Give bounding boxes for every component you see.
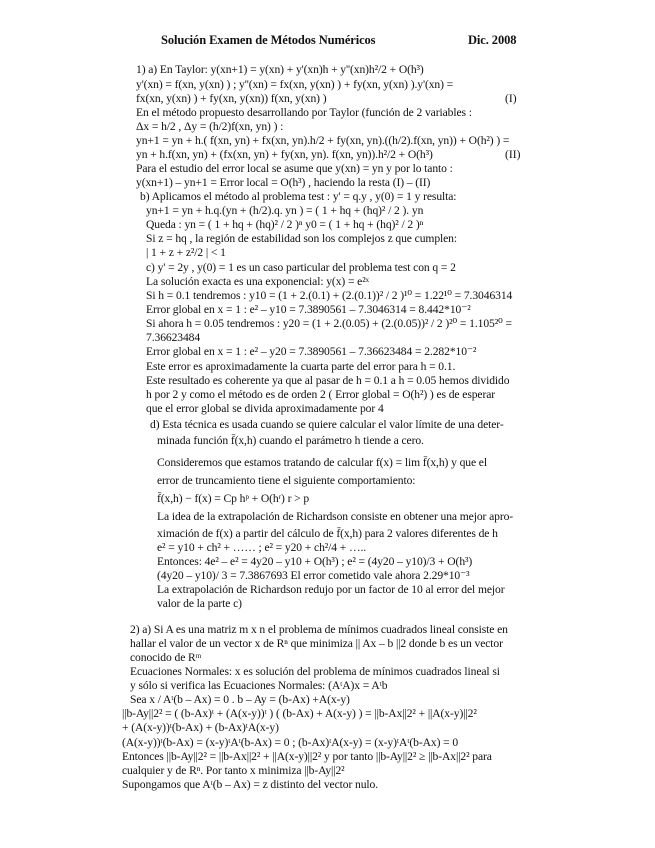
line-47: Entonces ||b-Ay||2² = ||b-Ax||2² + ||A(x-y)||2² y por tanto ||b-Ay||2² ≥ ||b-Ax||2² para xyxy=(122,750,492,763)
equation-label-ii: (II) xyxy=(505,148,521,161)
line-20: 7.36623484 xyxy=(146,331,201,344)
line-3: fx(xn, y(xn) ) + fy(xn, y(xn)) f(xn, y(xn) ) xyxy=(136,92,327,105)
line-39: hallar el valor de un vector x de Rⁿ que minimiza || Ax – b ||2 donde b es un vector xyxy=(130,637,503,650)
line-33: e² = y10 + ch² + …… ; e² = y20 + ch²/4 + ….. xyxy=(157,541,367,554)
line-2: y'(xn) = f(xn, y(xn) ) ; y''(xn) = fx(xn, y(xn) ) + fy(xn, y(xn) ).y'(xn) = xyxy=(136,78,454,91)
line-26: d) Esta técnica es usada cuando se quiere calcular el valor límite de una deter- xyxy=(150,418,504,431)
line-8: Para el estudio del error local se asume que y(xn) = yn y por lo tanto : xyxy=(136,162,453,175)
equation-label-i: (I) xyxy=(505,92,517,105)
line-9: y(xn+1) – yn+1 = Error local = O(h³) , haciendo la resta (I) – (II) xyxy=(136,176,431,189)
line-38: 2) a) Si A es una matriz m x n el problema de mínimos cuadrados lineal consiste en xyxy=(130,623,508,636)
line-12: Queda : yn = ( 1 + hq + (hq)² / 2 )ⁿ y0 = ( 1 + hq + (hq)² / 2 )ⁿ xyxy=(146,218,424,231)
line-4: En el método propuesto desarrollando por Taylor (función de 2 variables : xyxy=(136,106,472,119)
line-17: Si h = 0.1 tendremos : y10 = (1 + 2.(0.1) + (2.(0.1))² / 2 )¹⁰ = 1.22¹⁰ = 7.3046314 xyxy=(146,289,513,302)
line-27: minada función f̄(x,h) cuando el parámetro h tiende a cero. xyxy=(157,434,424,447)
line-49: Supongamos que Aᵗ(b – Ax) = z distinto del vector nulo. xyxy=(122,778,379,791)
line-18: Error global en x = 1 : e² – y10 = 7.3890561 – 7.3046314 = 8.442*10⁻² xyxy=(146,303,471,316)
line-13: Si z = hq , la región de estabilidad son los complejos z que cumplen: xyxy=(146,232,457,245)
line-28: Consideremos que estamos tratando de calcular f(x) = lim f̄(x,h) y que el xyxy=(157,456,487,469)
line-23: Este resultado es coherente ya que al pasar de h = 0.1 a h = 0.05 hemos dividido xyxy=(146,374,510,387)
line-37: valor de la parte c) xyxy=(157,597,242,610)
line-40: conocido de Rᵐ xyxy=(130,651,202,664)
line-21: Error global en x = 1 : e² – y20 = 7.3890561 – 7.36623484 = 2.282*10⁻² xyxy=(146,345,477,358)
document-title: Solución Examen de Métodos Numéricos xyxy=(161,33,376,47)
line-19: Si ahora h = 0.05 tendremos : y20 = (1 + 2.(0.05) + (2.(0.05))² / 2 )²⁰ = 1.105²⁰ = xyxy=(146,317,512,330)
line-11: yn+1 = yn + h.q.(yn + (h/2).q. yn ) = ( 1 + hq + (hq)² / 2 ). yn xyxy=(146,204,424,217)
line-42: y sólo si verifica las Ecuaciones Normales: (AᵗA)x = Aᵗb xyxy=(130,679,388,692)
line-44: ||b-Ay||2² = ( (b-Ax)ᵗ + (A(x-y))ᵗ ) ( (b-Ax) + A(x-y) ) = ||b-Ax||2² + ||A(x-y)||2² xyxy=(122,707,477,720)
line-31: La idea de la extrapolación de Richardson consiste en obtener una mejor apro- xyxy=(157,510,514,523)
line-32: ximación de f(x) a partir del cálculo de f̄(x,h) para 2 valores diferentes de h xyxy=(157,527,498,540)
line-30: f̄(x,h) − f(x) = Cp hᵖ + O(hʳ) r > p xyxy=(157,492,310,505)
line-6: yn+1 = yn + h.( f(xn, yn) + fx(xn, yn).h/2 + fy(xn, yn).((h/2).f(xn, yn)) + O(h²) ) = xyxy=(136,134,510,147)
line-41: Ecuaciones Normales: x es solución del problema de mínimos cuadrados lineal si xyxy=(130,665,500,678)
document-date: Dic. 2008 xyxy=(468,33,517,47)
line-16: La solución exacta es una exponencial: y(x) = e²ˣ xyxy=(146,275,369,288)
line-22: Este error es aproximadamente la cuarta parte del error para h = 0.1. xyxy=(146,360,456,373)
line-35: (4y20 – y10)/ 3 = 7.3867693 El error cometido vale ahora 2.29*10⁻³ xyxy=(157,569,470,582)
line-10: b) Aplicamos el método al problema test : y' = q.y , y(0) = 1 y resulta: xyxy=(140,190,457,203)
line-7: yn + h.f(xn, yn) + (fx(xn, yn) + fy(xn, yn). f(xn, yn)).h²/2 + O(h³) xyxy=(136,148,433,161)
line-46: (A(x-y))ᵗ(b-Ax) = (x-y)ᵗAᵗ(b-Ax) = 0 ; (b-Ax)ᵗA(x-y) = (x-y)ᵗAᵗ(b-Ax) = 0 xyxy=(122,736,459,749)
line-25: que el error global se divida aproximadamente por 4 xyxy=(146,402,384,415)
line-36: La extrapolación de Richardson redujo por un factor de 10 al error del mejor xyxy=(157,583,505,596)
line-1: 1) a) En Taylor: y(xn+1) = y(xn) + y'(xn)h + y''(xn)h²/2 + O(h³) xyxy=(136,63,424,76)
line-34: Entonces: 4e² – e² = 4y20 – y10 + O(h³) ; e² = (4y20 – y10)/3 + O(h³) xyxy=(157,555,473,568)
line-48: cualquier y de Rⁿ. Por tanto x minimiza ||b-Ay||2² xyxy=(122,764,345,777)
line-14: | 1 + z + z²/2 | < 1 xyxy=(146,246,226,259)
line-29: error de truncamiento tiene el siguiente comportamiento: xyxy=(157,474,416,487)
line-45: + (A(x-y))ᵗ(b-Ax) + (b-Ax)ᵗA(x-y) xyxy=(122,721,279,734)
line-5: Δx = h/2 , Δy = (h/2)f(xn, yn) ) : xyxy=(136,120,284,133)
line-24: h por 2 y como el método es de orden 2 ( Error global = O(h²) ) es de esperar xyxy=(146,388,496,401)
line-15: c) y' = 2y , y(0) = 1 es un caso particular del problema test con q = 2 xyxy=(146,261,456,274)
line-43: Sea x / Aᵗ(b – Ax) = 0 . b – Ay = (b-Ax) +A(x-y) xyxy=(130,693,350,706)
